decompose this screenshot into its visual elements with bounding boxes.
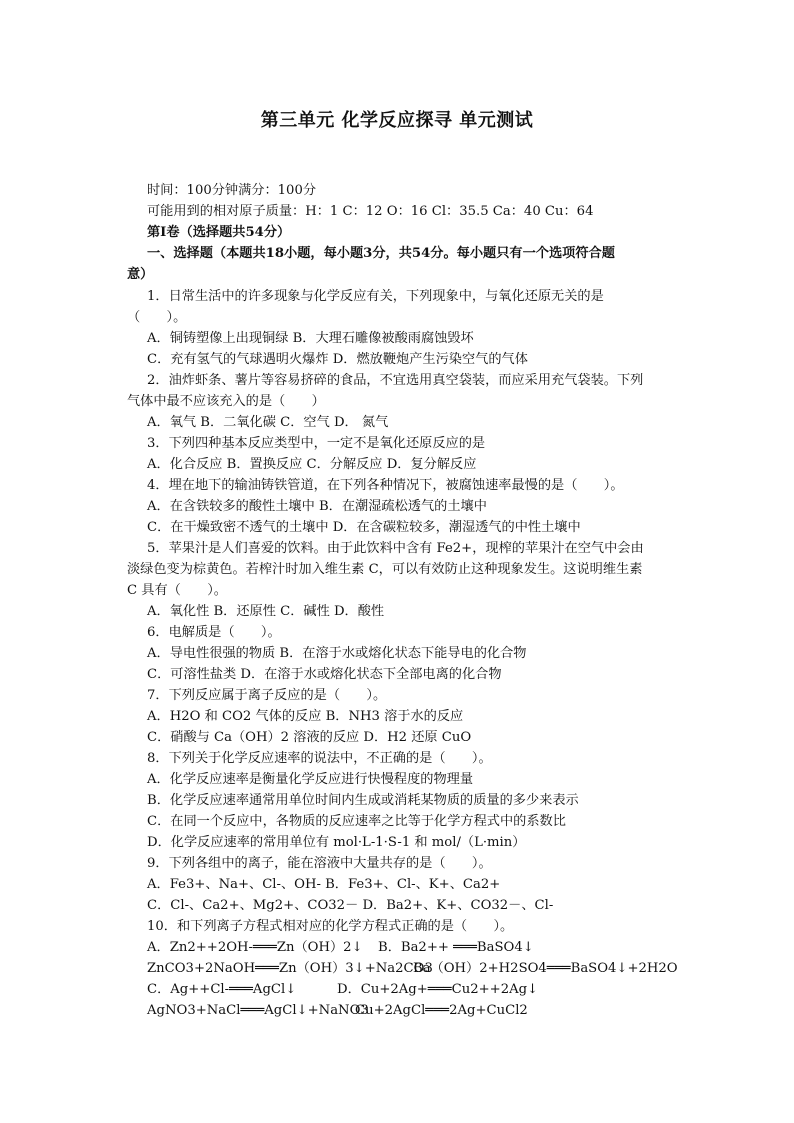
q2-options: A．氧气 B．二氧化碳 C．空气 D． 氮气 [147, 415, 389, 430]
atomic-masses: 可能用到的相对原子质量：H：1 C：12 O：16 Cl：35.5 Ca：40 Cu：64 [147, 204, 594, 219]
q10-option-c-ion: C．Ag++Cl-═══AgCl↓ [147, 982, 297, 997]
q8-option-a: A．化学反应速率是衡量化学反应进行快慢程度的物理量 [147, 772, 474, 787]
q9-options-ab: A．Fe3+、Na+、Cl-、OH- B．Fe3+、Cl-、K+、Ca2+ [147, 877, 501, 892]
q6-options-cd: C．可溶性盐类 D．在溶于水或熔化状态下全部电离的化合物 [147, 667, 502, 682]
q4-options-ab: A．在含铁较多的酸性土壤中 B．在潮湿疏松透气的土壤中 [147, 499, 487, 514]
q6-stem: 6．电解质是（ ）。 [147, 625, 281, 640]
q3-options: A．化合反应 B．置换反应 C．分解反应 D．复分解反应 [147, 457, 477, 472]
q1-options-cd: C．充有氢气的气球遇明火爆炸 D．燃放鞭炮产生污染空气的气体 [147, 352, 528, 367]
q10-option-c-eq: AgNO3+NaCl═══AgCl↓+NaNO3 [147, 1003, 369, 1018]
q2-stem: 2．油炸虾条、薯片等容易挤碎的食品，不宜选用真空袋装，而应采用充气袋装。下列 [147, 373, 644, 388]
q8-stem: 8．下列关于化学反应速率的说法中，不正确的是（ ）。 [147, 751, 492, 766]
q7-stem: 7．下列反应属于离子反应的是（ ）。 [147, 688, 387, 703]
q1-options-ab: A．铜铸塑像上出现铜绿 B．大理石雕像被酸雨腐蚀毁坏 [147, 331, 474, 346]
q2-stem-cont: 气体中最不应该充入的是（ ） [127, 394, 325, 409]
section-heading-cont: 意） [127, 267, 154, 282]
q10-option-b-eq: Ba（OH）2+H2SO4═══BaSO4↓+2H2O [413, 961, 678, 976]
q10-option-a-eq: ZnCO3+2NaOH═══Zn（OH）3↓+Na2CO3 [147, 961, 433, 976]
page-title: 第三单元 化学反应探寻 单元测试 [260, 110, 534, 131]
q10-option-d-ion: D．Cu+2Ag+═══Cu2++2Ag↓ [337, 982, 539, 997]
q1-stem-cont: （ ）。 [127, 310, 187, 325]
section-heading: 一、选择题（本题共18小题，每小题3分，共54分。每小题只有一个选项符合题 [147, 246, 615, 261]
q9-stem: 9．下列各组中的离子，能在溶液中大量共存的是（ ）。 [147, 856, 492, 871]
q1-stem: 1．日常生活中的许多现象与化学反应有关，下列现象中，与氧化还原无关的是 [147, 289, 604, 304]
q3-stem: 3．下列四种基本反应类型中，一定不是氧化还原反应的是 [147, 436, 486, 451]
q9-options-cd: C．Cl-、Ca2+、Mg2+、CO32－ D．Ba2+、K+、CO32－、Cl- [147, 898, 554, 913]
q10-stem: 10．和下列离子方程式相对应的化学方程式正确的是（ ）。 [147, 919, 514, 934]
q8-option-c: C．在同一个反应中，各物质的反应速率之比等于化学方程式中的系数比 [147, 814, 566, 829]
q10-option-d-eq: Cu+2AgCl═══2Ag+CuCl2 [355, 1003, 528, 1018]
q8-option-b: B．化学反应速率通常用单位时间内生成或消耗某物质的质量的多少来表示 [147, 793, 579, 808]
q8-option-d: D．化学反应速率的常用单位有 mol·L-1·S-1 和 mol/（L·min） [147, 835, 526, 850]
q5-stem-cont: 淡绿色变为棕黄色。若榨汁时加入维生素 C，可以有效防止这种现象发生。这说明维生素 [127, 562, 643, 577]
q4-stem: 4．埋在地下的输油铸铁管道，在下列各种情况下，被腐蚀速率最慢的是（ ）。 [147, 478, 624, 493]
exam-time: 时间：100分钟满分：100分 [147, 183, 317, 198]
q7-options-ab: A．H2O 和 CO2 气体的反应 B．NH3 溶于水的反应 [147, 709, 464, 724]
q5-stem: 5．苹果汁是人们喜爱的饮料。由于此饮料中含有 Fe2+，现榨的苹果汁在空气中会由 [147, 541, 644, 556]
q5-stem-cont2: C 具有（ ）。 [127, 583, 227, 598]
q7-options-cd: C．硝酸与 Ca（OH）2 溶液的反应 D．H2 还原 CuO [147, 730, 472, 745]
q4-options-cd: C．在干燥致密不透气的土壤中 D．在含碳粒较多，潮湿透气的中性土壤中 [147, 520, 581, 535]
q5-options: A．氧化性 B．还原性 C．碱性 D．酸性 [147, 604, 385, 619]
q10-option-b-ion: B．Ba2++ ═══BaSO4↓ [378, 940, 534, 955]
q6-options-ab: A．导电性很强的物质 B．在溶于水或熔化状态下能导电的化合物 [147, 646, 527, 661]
volume-heading: 第Ⅰ卷（选择题共54分） [147, 225, 291, 240]
q10-option-a-ion: A．Zn2++2OH-═══Zn（OH）2↓ [147, 940, 363, 955]
